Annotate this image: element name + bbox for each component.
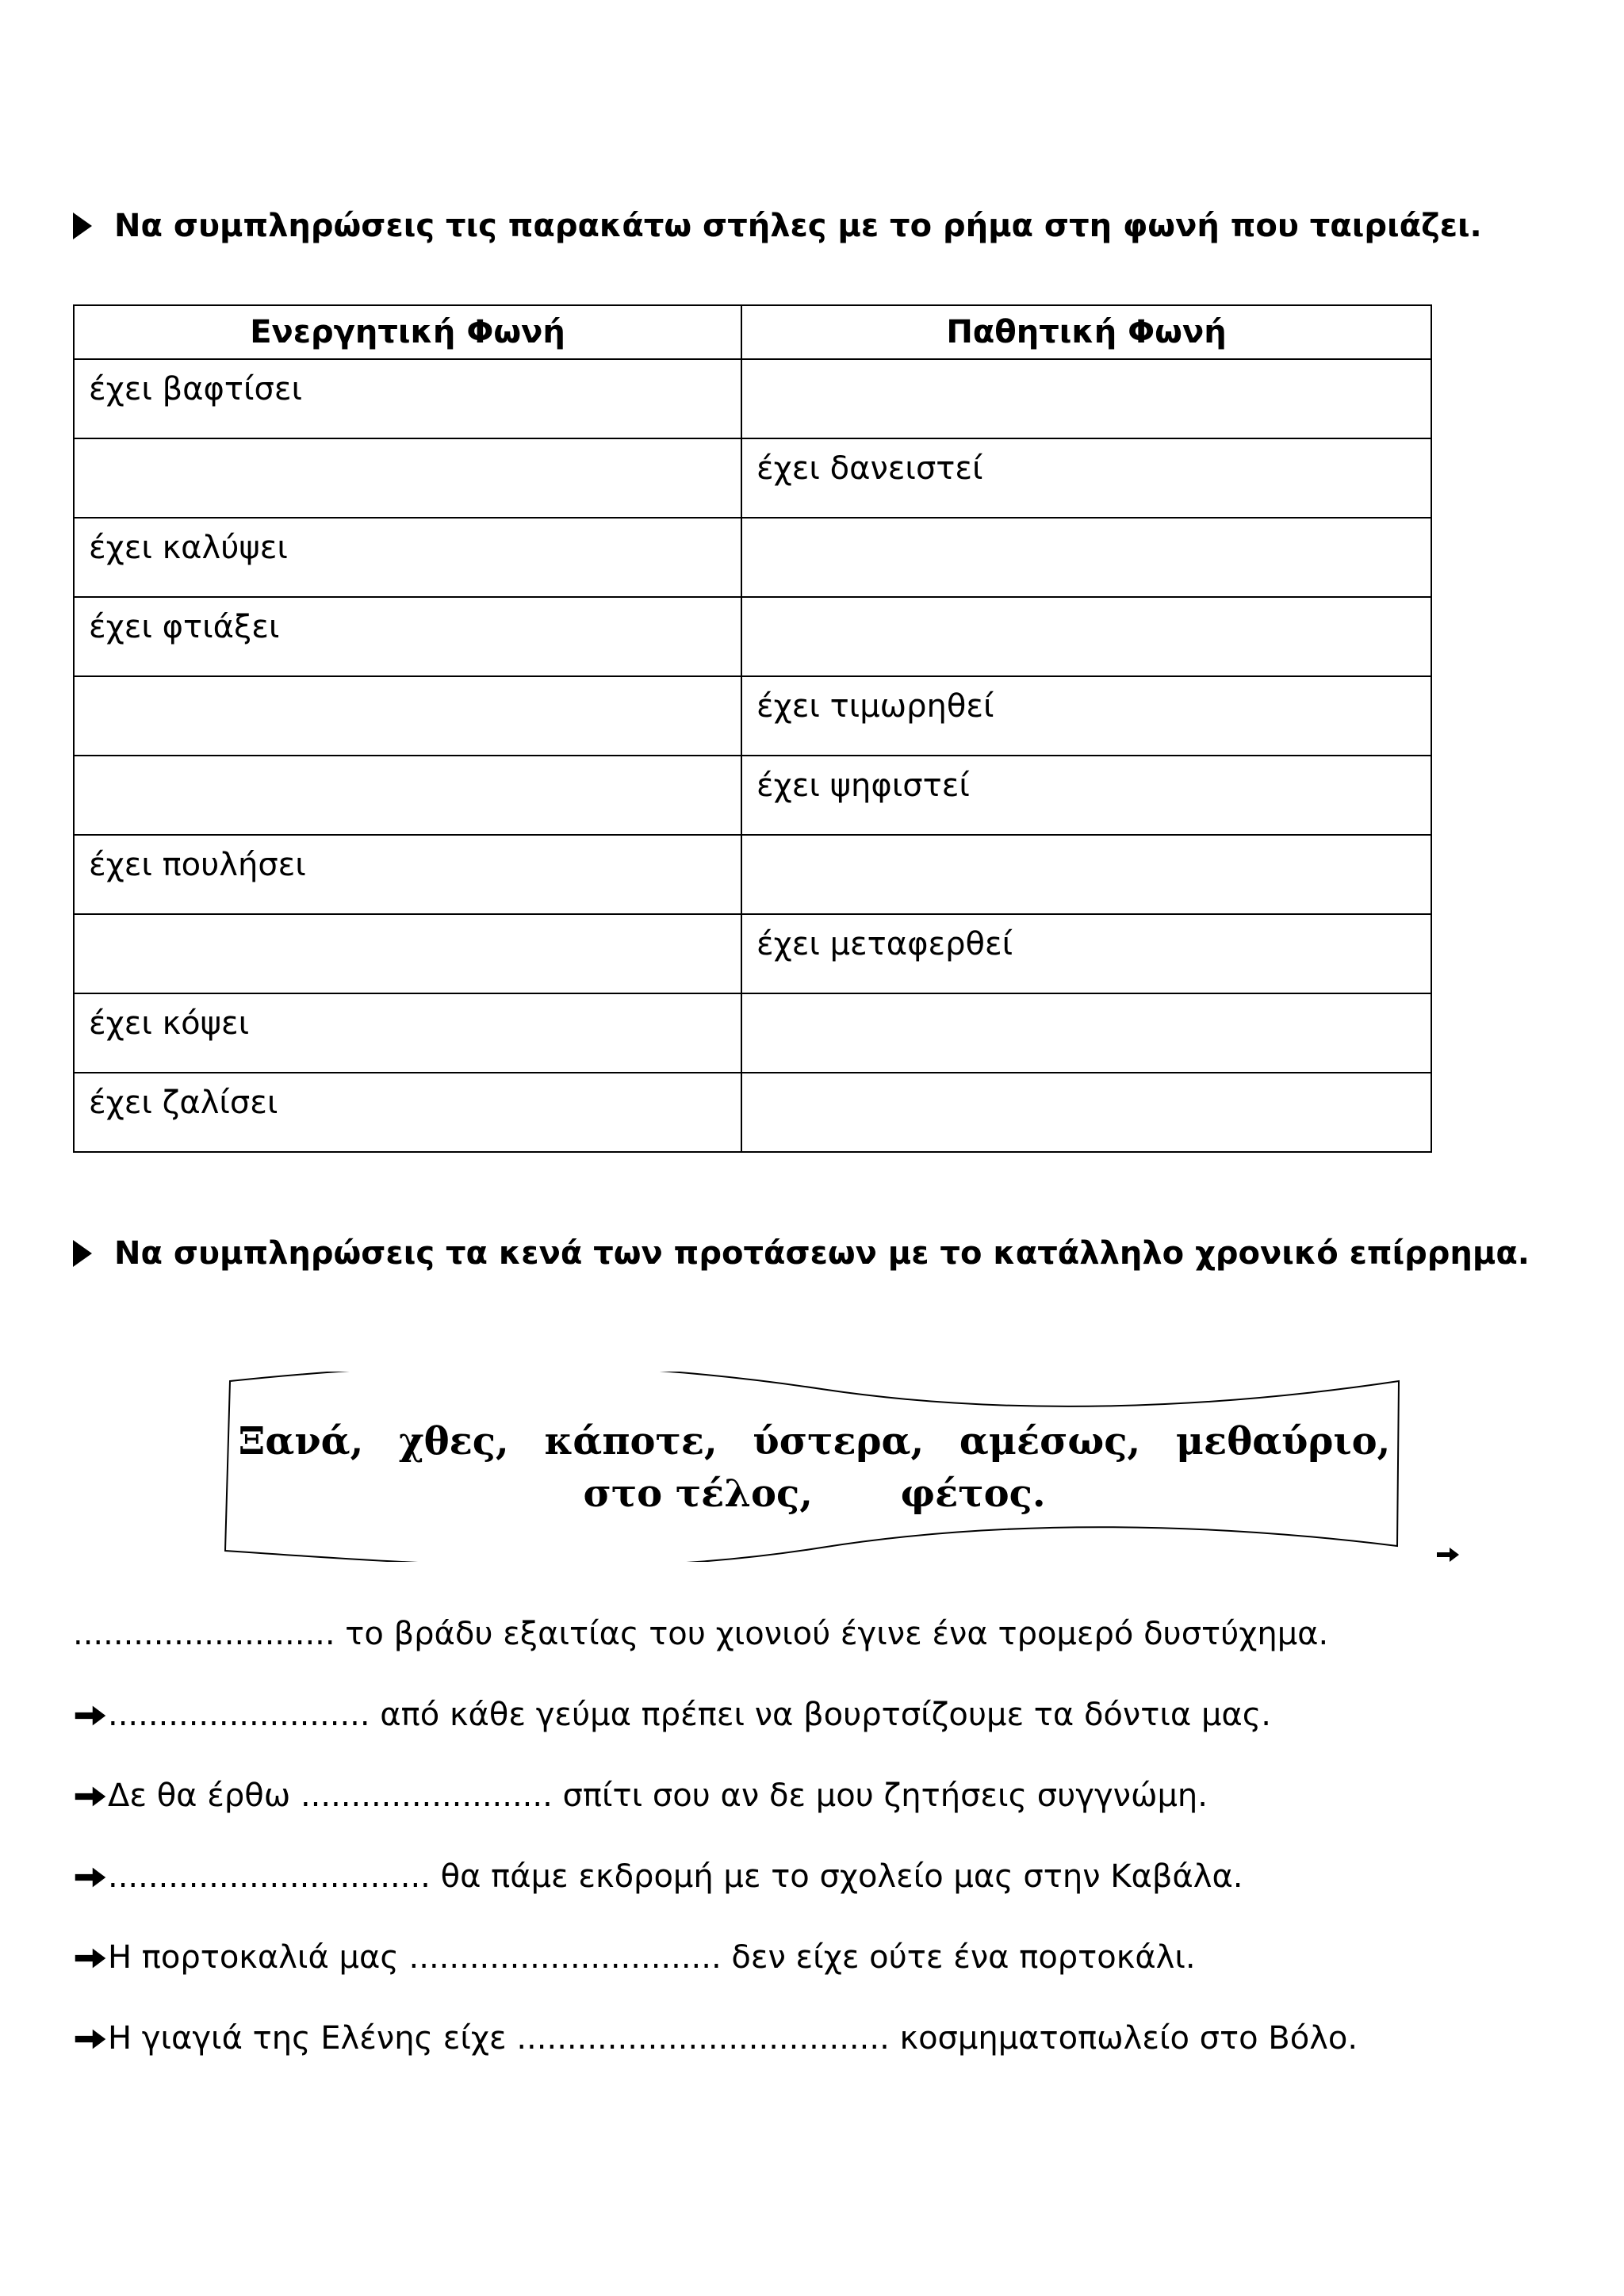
passive-cell xyxy=(741,518,1431,597)
passive-cell: έχει μεταφερθεί xyxy=(741,914,1431,993)
instruction-1-text: Να συμπληρώσεις τις παρακάτω στήλες με το ρήμα στη φωνή που ταιριάζει. xyxy=(114,208,1482,244)
active-cell xyxy=(74,914,741,993)
instruction-2-text: Να συμπληρώσεις τα κενά των προτάσεων με το κατάλληλο χρονικό επίρρημα. xyxy=(114,1235,1530,1272)
active-cell xyxy=(74,756,741,835)
passive-cell: έχει τιμωρηθεί xyxy=(741,676,1431,756)
instruction-2 xyxy=(73,1235,1530,1272)
active-cell: έχει πουλήσει xyxy=(74,835,741,914)
passive-cell: έχει ψηφιστεί xyxy=(741,756,1431,835)
header-active-voice: Ενεργητική Φωνή xyxy=(74,305,741,359)
word-bank-item: φέτος. xyxy=(900,1471,1046,1516)
active-cell: έχει ζαλίσει xyxy=(74,1073,741,1152)
table-row xyxy=(74,756,1431,835)
list-item xyxy=(73,1777,1564,1858)
table-row xyxy=(74,993,1431,1073)
word-bank-item: ύστερα, xyxy=(753,1419,925,1464)
right-arrow-icon xyxy=(73,1700,108,1732)
voice-table xyxy=(73,304,1432,1153)
table-header-row xyxy=(74,305,1431,359)
arrow-bullet-icon xyxy=(73,1240,92,1267)
sentence-list xyxy=(73,1616,1564,2101)
word-bank-item: Ξανά, xyxy=(238,1419,364,1464)
instruction-1 xyxy=(73,208,1482,244)
sentence-text: ................................ θα πάμε εκδρομή με το σχολείο μας στην Καβάλα. xyxy=(108,1858,1243,1895)
passive-cell xyxy=(741,993,1431,1073)
active-cell: έχει καλύψει xyxy=(74,518,741,597)
right-arrow-icon xyxy=(73,2023,108,2055)
table-row xyxy=(74,1073,1431,1152)
sentence-text: .......................... το βράδυ εξαιτίας του χιονιού έγινε ένα τρομερό δυστύχημα. xyxy=(73,1616,1329,1652)
list-item xyxy=(73,1616,1564,1697)
table-row xyxy=(74,835,1431,914)
word-bank-line-2 xyxy=(219,1468,1410,1520)
word-bank-item: μεθαύριο, xyxy=(1175,1419,1391,1464)
list-item xyxy=(73,2020,1564,2101)
sentence-text: Η πορτοκαλιά μας ............................... δεν είχε ούτε ένα πορτοκάλι. xyxy=(108,1939,1196,1976)
table-row xyxy=(74,518,1431,597)
right-arrow-icon xyxy=(73,1781,108,1812)
passive-cell: έχει δανειστεί xyxy=(741,438,1431,518)
sentence-text: .......................... από κάθε γεύμα πρέπει να βουρτσίζουμε τα δόντια μας. xyxy=(108,1697,1271,1733)
list-item xyxy=(73,1939,1564,2020)
right-arrow-icon xyxy=(73,1942,108,1974)
sentence-text: Η γιαγιά της Ελένης είχε ..................................... κοσμηματοπωλείο στο Βόλο. xyxy=(108,2020,1358,2057)
active-cell: έχει κόψει xyxy=(74,993,741,1073)
passive-cell xyxy=(741,359,1431,438)
table-row xyxy=(74,359,1431,438)
word-bank-item: κάποτε, xyxy=(544,1419,718,1464)
header-passive-voice: Παθητική Φωνή xyxy=(741,305,1431,359)
passive-cell xyxy=(741,1073,1431,1152)
passive-cell xyxy=(741,597,1431,676)
table-row xyxy=(74,597,1431,676)
right-arrow-icon xyxy=(1435,1546,1461,1563)
word-bank-item: χθες, xyxy=(399,1419,509,1464)
right-arrow-icon xyxy=(73,1862,108,1893)
table-row xyxy=(74,676,1431,756)
table-row xyxy=(74,438,1431,518)
active-cell: έχει φτιάξει xyxy=(74,597,741,676)
arrow-bullet-icon xyxy=(73,212,92,239)
word-bank-line-1 xyxy=(219,1415,1410,1468)
list-item xyxy=(73,1697,1564,1777)
sentence-text: Δε θα έρθω ......................... σπίτι σου αν δε μου ζητήσεις συγγνώμη. xyxy=(108,1777,1208,1814)
word-bank xyxy=(219,1415,1410,1520)
active-cell xyxy=(74,676,741,756)
word-bank-item: στο τέλος, xyxy=(583,1471,813,1516)
list-item xyxy=(73,1858,1564,1939)
active-cell xyxy=(74,438,741,518)
active-cell: έχει βαφτίσει xyxy=(74,359,741,438)
table-row xyxy=(74,914,1431,993)
passive-cell xyxy=(741,835,1431,914)
word-bank-item: αμέσως, xyxy=(959,1419,1141,1464)
